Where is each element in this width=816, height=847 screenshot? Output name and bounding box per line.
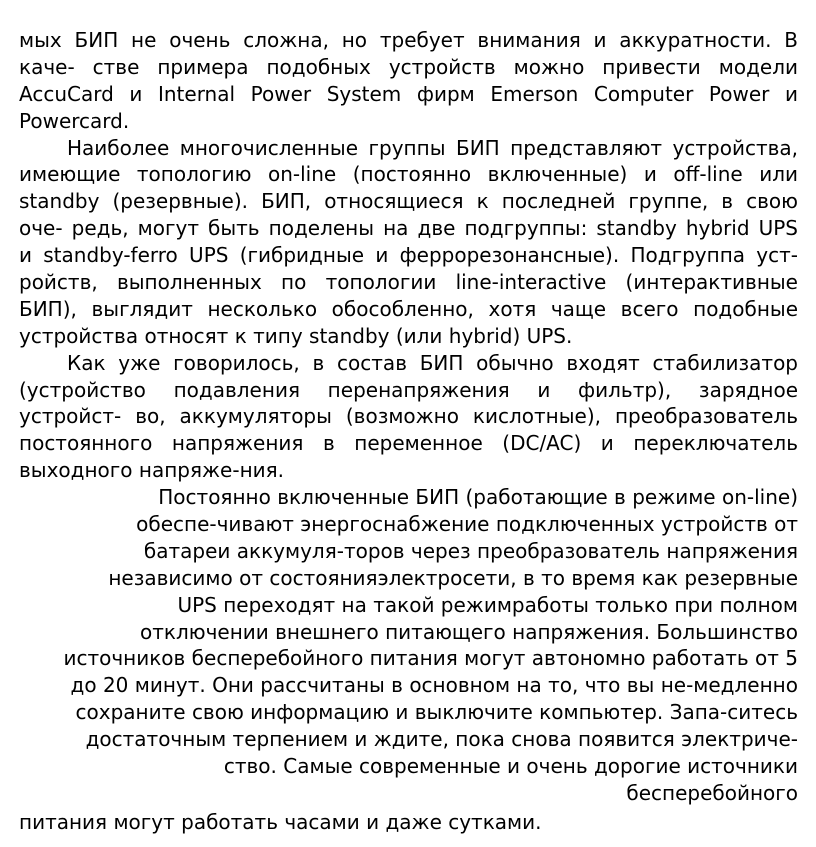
text-line: до 20 минут. Они рассчитаны в основном на то, что вы не-медленно xyxy=(70,673,798,698)
text-line: отключении внешнего питающего напряжения. Большинство xyxy=(140,619,798,644)
text-line: выходного напряже-ния. xyxy=(19,458,285,483)
paragraph-3 xyxy=(19,350,798,484)
text-line: Наиболее многочисленные группы БИП представляют устройства, xyxy=(67,135,798,160)
paragraph-1 xyxy=(19,27,798,135)
text-line: Постоянно включенные БИП (работающие в режиме on-line) xyxy=(158,485,798,510)
text-line: UPS переходят на такой режимработы только при полном xyxy=(177,592,798,617)
text-line: оче- редь, могут быть поделены на две подгруппы: standby hybrid UPS xyxy=(19,216,798,241)
text-line: standby (резервные). БИП, относящиеся к последней группе, в свою xyxy=(19,189,798,214)
text-line: бесперебойного xyxy=(626,780,798,805)
text-line: независимо от состоянияэлектросети, в то время как резервные xyxy=(108,565,798,590)
text-line: Как уже говорилось, в состав БИП обычно входят стабилизатор xyxy=(67,350,798,375)
text-line: AccuCard и Internal Power System фирм Emerson Computer Power и xyxy=(19,81,798,106)
text-line: БИП), выглядит несколько обособленно, хотя чаще всего подобные xyxy=(19,296,798,321)
text-line: сохраните свою информацию и выключите компьютер. Запа-ситесь xyxy=(75,700,798,725)
text-line: мых БИП не очень сложна, но требует внимания и аккуратности. В xyxy=(19,28,798,52)
text-line: устройст- во, аккумуляторы (возможно кислотные), преобразователь xyxy=(19,404,798,429)
text-line: ройств, выполненных по топологии line-interactive (интерактивные xyxy=(19,270,798,295)
text-line: обеспе-чивают энергоснабжение подключенных устройств от xyxy=(136,512,798,537)
text-line: постоянного напряжения в переменное (DC/AC) и переключатель xyxy=(19,431,798,456)
text-line: Powercard. xyxy=(19,108,130,133)
text-line: батареи аккумуля-торов через преобразователь напряжения xyxy=(143,538,798,563)
document-page xyxy=(19,27,798,836)
paragraph-4 xyxy=(19,484,798,836)
text-line: (устройство подавления перенапряжения и фильтр), зарядное xyxy=(19,377,798,402)
text-line: каче- стве примера подобных устройств можно привести модели xyxy=(19,54,798,79)
paragraph-2 xyxy=(19,135,798,350)
text-line: устройства относят к типу standby (или hybrid) UPS. xyxy=(19,323,573,348)
text-line: ство. Самые современные и очень дорогие источники xyxy=(223,754,798,779)
text-line: источников бесперебойного питания могут автономно работать от 5 xyxy=(63,646,798,671)
text-line: питания могут работать часами и даже сутками. xyxy=(19,809,542,834)
text-line: и standby-ferro UPS (гибридные и феррорезонансные). Подгруппа уст- xyxy=(19,243,798,268)
text-line: достаточным терпением и ждите, пока снова появится электриче- xyxy=(85,727,798,752)
text-line: имеющие топологию on-line (постоянно включенные) и off-line или xyxy=(19,162,798,187)
